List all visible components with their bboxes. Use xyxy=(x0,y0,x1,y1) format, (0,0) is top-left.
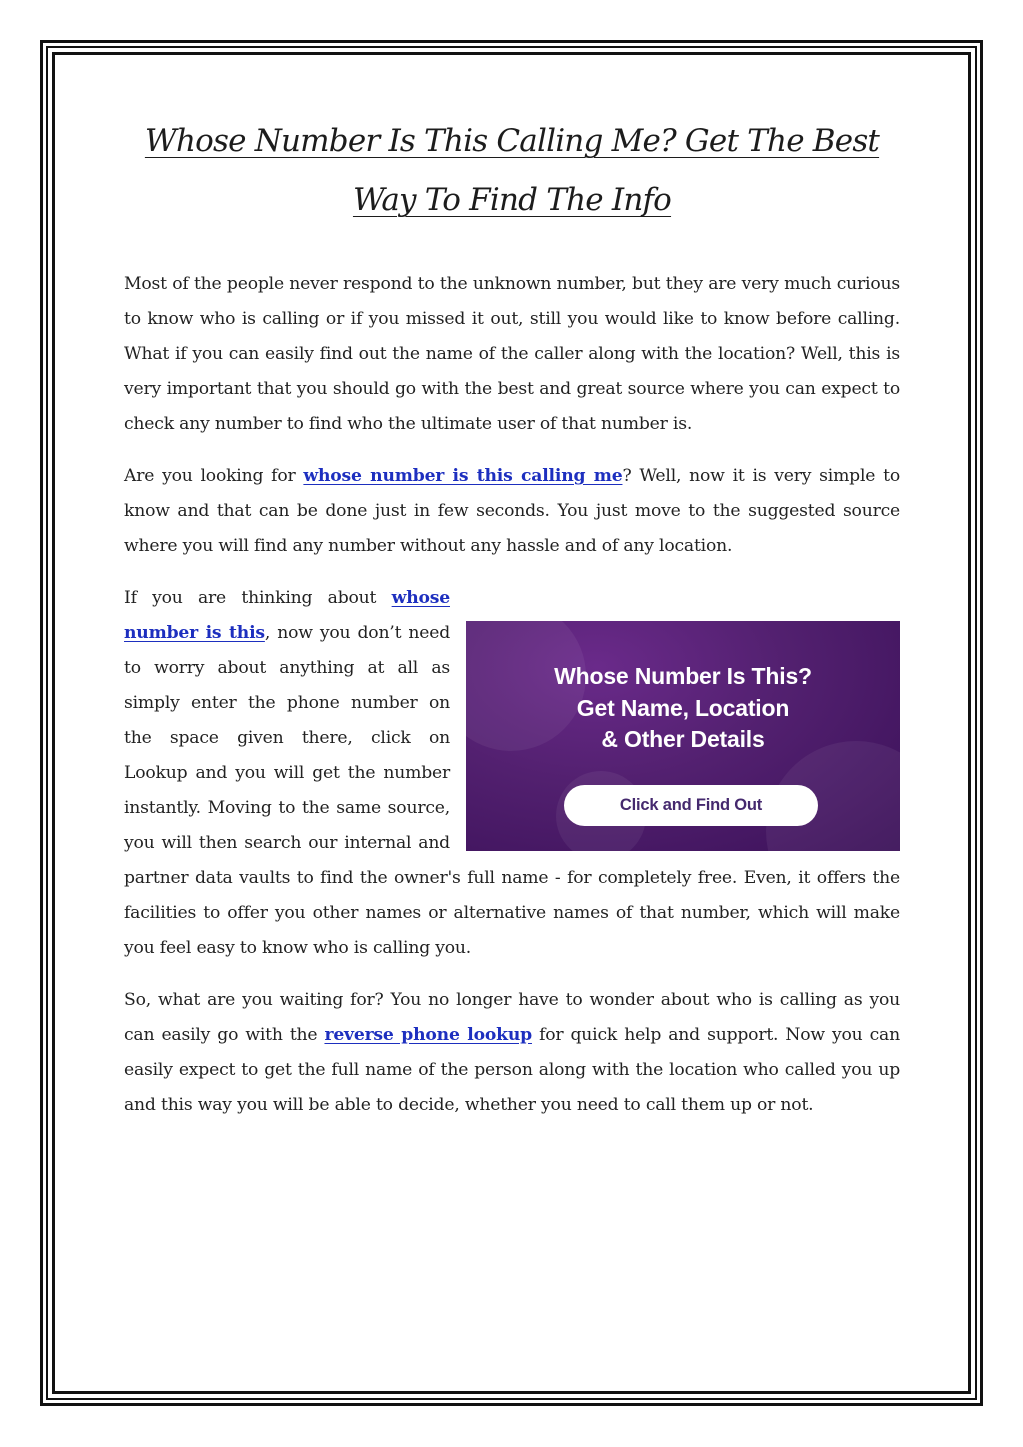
paragraph-waiting-for xyxy=(124,983,900,1123)
banner-headline xyxy=(466,661,900,756)
banner-headline-line-2: Get Name, Location xyxy=(576,694,790,721)
paragraph-text: Are you looking for xyxy=(124,466,304,486)
page-title-line-2: Way To Find The Info xyxy=(352,182,672,218)
link-whose-number-is-this[interactable]: whose number is this xyxy=(124,588,450,643)
page-title xyxy=(124,112,900,230)
document-body xyxy=(124,112,900,1123)
banner-headline-line-1: Whose Number Is This? xyxy=(554,663,812,689)
banner-headline-line-3: & Other Details xyxy=(601,726,765,752)
paragraph-text: So, what are you waiting for? You no longer have to wonder about who is calling as you can easily go with the xyxy=(124,990,900,1045)
page-title-line-1: Whose Number Is This Calling Me? Get The Best xyxy=(144,123,880,159)
click-and-find-out-button[interactable]: Click and Find Out xyxy=(564,785,818,826)
link-reverse-phone-lookup[interactable]: reverse phone lookup xyxy=(324,1025,532,1045)
paragraph-text: , now you don’t need to worry about anything at all as simply enter the phone number on the space given there, click on Lookup and you will get the number instantly. Moving to the same source, you will then search our internal and partner data vaults to find the owner's full name - for completely free. Even, it offers the facilities to offer you other names or alternative names of that number, which will make you feel easy to know who is calling you. xyxy=(124,623,900,958)
link-whose-number-is-this-calling-me[interactable]: whose number is this calling me xyxy=(303,466,623,486)
paragraph-text: If you are thinking about xyxy=(124,588,392,608)
paragraph-text: ? Well, now it is very simple to know and that can be done just in few seconds. You just move to the suggested source where you will find any number without any hassle and of any location. xyxy=(124,466,900,556)
promo-banner[interactable] xyxy=(466,621,900,851)
paragraph-thinking-about xyxy=(124,581,900,966)
paragraph-text: for quick help and support. Now you can easily expect to get the full name of the person along with the location who called you up and this way you will be able to decide, whether you need to call them up or not. xyxy=(124,1025,900,1115)
paragraph-looking-for xyxy=(124,459,900,564)
paragraph-intro: Most of the people never respond to the unknown number, but they are very much curious to know who is calling or if you missed it out, still you would like to know before calling. What if you can easily find out the name of the caller along with the location? Well, this is very important that you should go with the best and great source where you can expect to check any number to find who the ultimate user of that number is. xyxy=(124,274,900,434)
